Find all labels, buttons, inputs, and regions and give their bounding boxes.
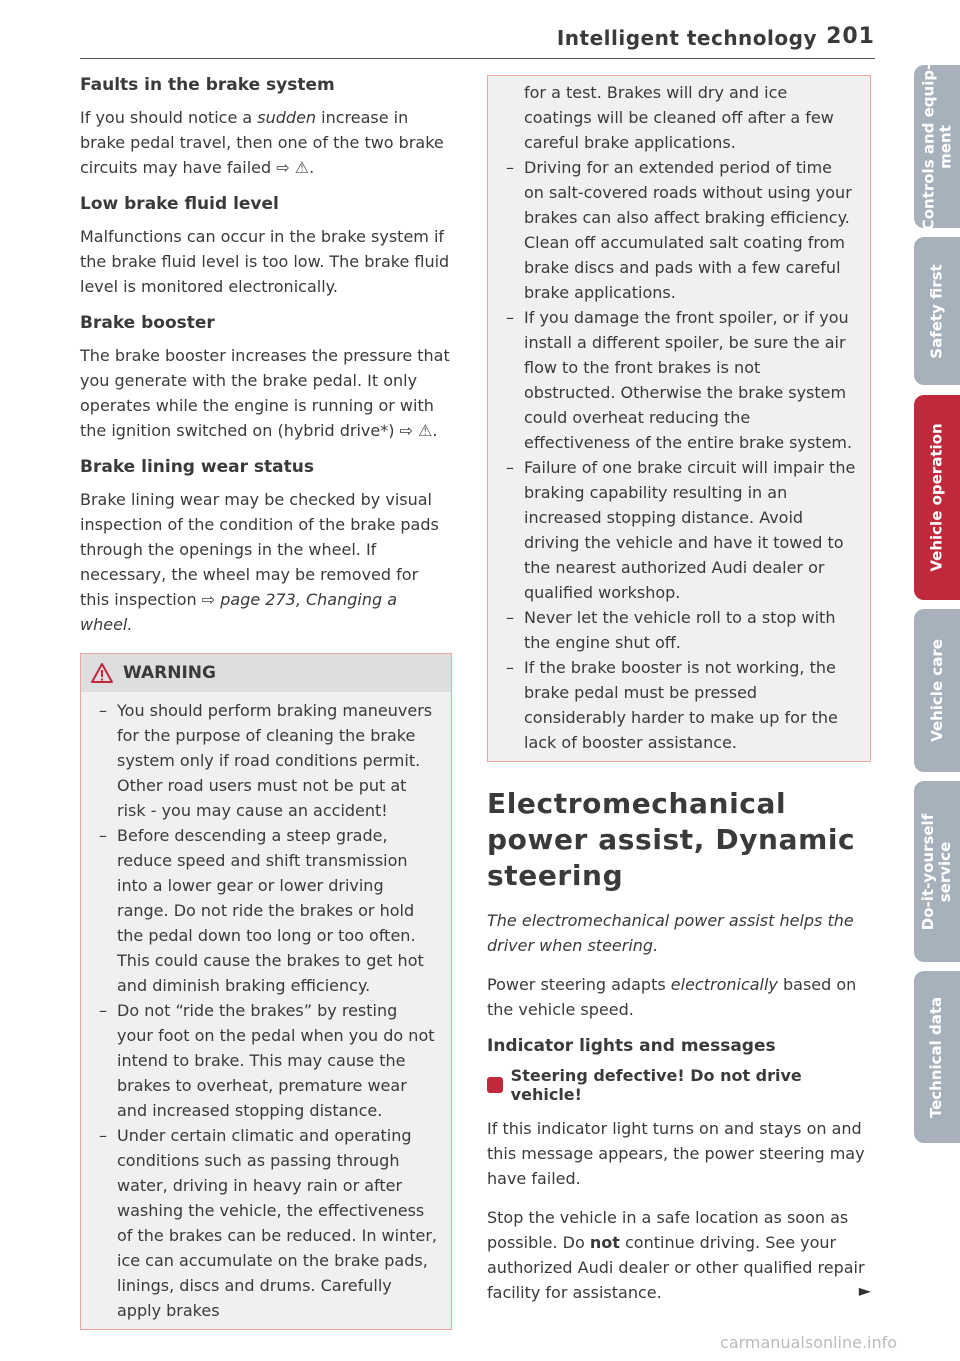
tab-controls[interactable] <box>914 65 960 228</box>
steering-message-text: Steering defective! Do not drive vehicle! <box>510 1066 802 1104</box>
warning-icon: ⚠ <box>418 421 433 440</box>
footer-watermark: carmanualsonline.info <box>720 1333 898 1352</box>
text-run: based on the vehicle speed. <box>487 975 857 1019</box>
tab-label: Safety first <box>927 263 946 359</box>
warning-triangle-icon <box>91 663 113 683</box>
list-item: – Driving for an extended period of time on salt-covered roads without using your brakes can also affect braking efficiency. Clean off accumulated salt coating from brake discs and pads with a few careful brake applications. <box>502 155 856 305</box>
xref-arrow-icon[interactable]: ⇨ ⚠. <box>276 158 315 177</box>
brake-fluid-text: Malfunctions can occur in the brake system if the brake fluid level is too low. The brake fluid level is monitored electronically. <box>80 227 450 296</box>
page-number: 201 <box>826 24 875 49</box>
text-run: Stop the vehicle in a safe location as soon as possible. Do <box>487 1208 849 1252</box>
warning-box <box>80 653 452 1330</box>
list-item: – Do not “ride the brakes” by resting your foot on the pedal when you do not intend to brake. This may cause the brakes to overheat, premature wear and increased stopping distance. <box>95 998 437 1123</box>
tab-vehicle-care[interactable] <box>914 609 960 772</box>
right-column <box>487 75 871 1319</box>
xref-arrow-icon[interactable]: ⇨ ⚠. <box>399 421 438 440</box>
emphasis: sudden <box>257 108 317 127</box>
steering-message <box>487 1066 871 1104</box>
list-item: – Failure of one brake circuit will impair the braking capability resulting in an increased stopping distance. Avoid driving the vehicle and have it towed to the nearest authorized Audi dealer or qualified workshop. <box>502 455 856 605</box>
tab-safety[interactable] <box>914 237 960 385</box>
text-run: continue driving. See your authorized Audi dealer or other qualified repair facility for assistance. <box>487 1233 865 1302</box>
bold-text: not <box>589 1233 620 1252</box>
list-item: – Under certain climatic and operating conditions such as passing through water, driving in heavy rain or after washing the vehicle, the effectiveness of the brakes can be reduced. In winter, ice can accumulate on the brake pads, linings, discs and drums. Carefully apply brakes <box>95 1123 437 1323</box>
lining-wear-text <box>80 487 452 637</box>
warning-continuation <box>487 75 871 762</box>
indicator-text: If this indicator light turns on and stays on and this message appears, the power steering may have failed. <box>487 1119 865 1188</box>
tab-label: Vehicle care <box>927 639 946 742</box>
section-title: Intelligent technology <box>556 26 817 50</box>
section-heading: Electromechanical power assist, Dynamic steering <box>487 787 856 892</box>
brake-booster-text <box>80 343 452 443</box>
list-item: – If you damage the front spoiler, or if you install a different spoiler, be sure the air flow to the front brakes is not obstructed. Otherwise the brake system could overheat reducing the effectiveness of the entire brake system. <box>502 305 856 455</box>
list-item: – Before descending a steep grade, reduce speed and shift transmission into a lower gear or lower driving range. Do not ride the brakes or hold the pedal down too long or too often. This could cause the brakes to get hot and diminish braking efficiency. <box>95 823 437 998</box>
tab-vehicle-operation[interactable] <box>914 395 960 600</box>
brake-booster-heading: Brake booster <box>80 313 215 333</box>
warning-body <box>81 692 451 1329</box>
tab-label: Technical data <box>927 996 946 1118</box>
text-run: increase in brake pedal travel, then one of the two brake circuits may have failed <box>80 108 444 177</box>
steering-indicator-icon <box>487 1077 503 1093</box>
text-run: Power steering adapts <box>487 975 671 994</box>
lining-wear-heading: Brake lining wear status <box>80 457 314 477</box>
continue-arrow-icon: ► <box>858 1281 871 1300</box>
section-intro: The electromechanical power assist helps the driver when steering. <box>487 911 854 955</box>
power-steering-text <box>487 972 871 1022</box>
tab-diy-service[interactable] <box>914 781 960 962</box>
warning-title: WARNING <box>123 663 216 683</box>
list-item: – Never let the vehicle roll to a stop with the engine shut off. <box>502 605 856 655</box>
list-item: – You should perform braking maneuvers for the purpose of cleaning the brake system only if road conditions permit. Other road users must not be put at risk - you may cause an accident! <box>95 698 437 823</box>
indicator-heading: Indicator lights and messages <box>487 1036 776 1056</box>
warning-list <box>502 155 856 755</box>
text-run: The brake booster increases the pressure that you generate with the brake pedal. It only operates while the engine is running or with the ignition switched on (hybrid drive*) <box>80 346 450 440</box>
tab-label: Vehicle operation <box>927 423 946 572</box>
left-column <box>80 75 452 1330</box>
page-reference-link[interactable]: ⇨ page 273, Changing a wheel. <box>80 590 398 634</box>
warning-header <box>81 654 451 692</box>
warning-continuation-text: for a test. Brakes will dry and ice coatings will be cleaned off after a few careful brake applications. <box>524 83 834 152</box>
faults-text <box>80 105 452 180</box>
warning-icon: ⚠ <box>294 158 310 177</box>
text-run: If you should notice a <box>80 108 258 127</box>
stop-vehicle-text <box>487 1205 871 1305</box>
page-header <box>80 18 875 59</box>
tab-technical-data[interactable] <box>914 971 960 1143</box>
tab-label: Controls and equip- ment <box>919 63 954 230</box>
faults-heading: Faults in the brake system <box>80 75 335 95</box>
warning-list <box>95 698 437 1323</box>
tab-label: Do-it-yourself service <box>919 813 955 930</box>
list-item: – If the brake booster is not working, the brake pedal must be pressed considerably harder to make up for the lack of booster assistance. <box>502 655 856 755</box>
emphasis: electronically <box>670 975 778 994</box>
text-run: Brake lining wear may be checked by visual inspection of the condition of the brake pads through the openings in the wheel. If necessary, the wheel may be removed for this inspection <box>80 490 439 609</box>
brake-fluid-heading: Low brake fluid level <box>80 194 279 214</box>
page-reference-text: page 273, Changing a wheel. <box>80 590 398 634</box>
